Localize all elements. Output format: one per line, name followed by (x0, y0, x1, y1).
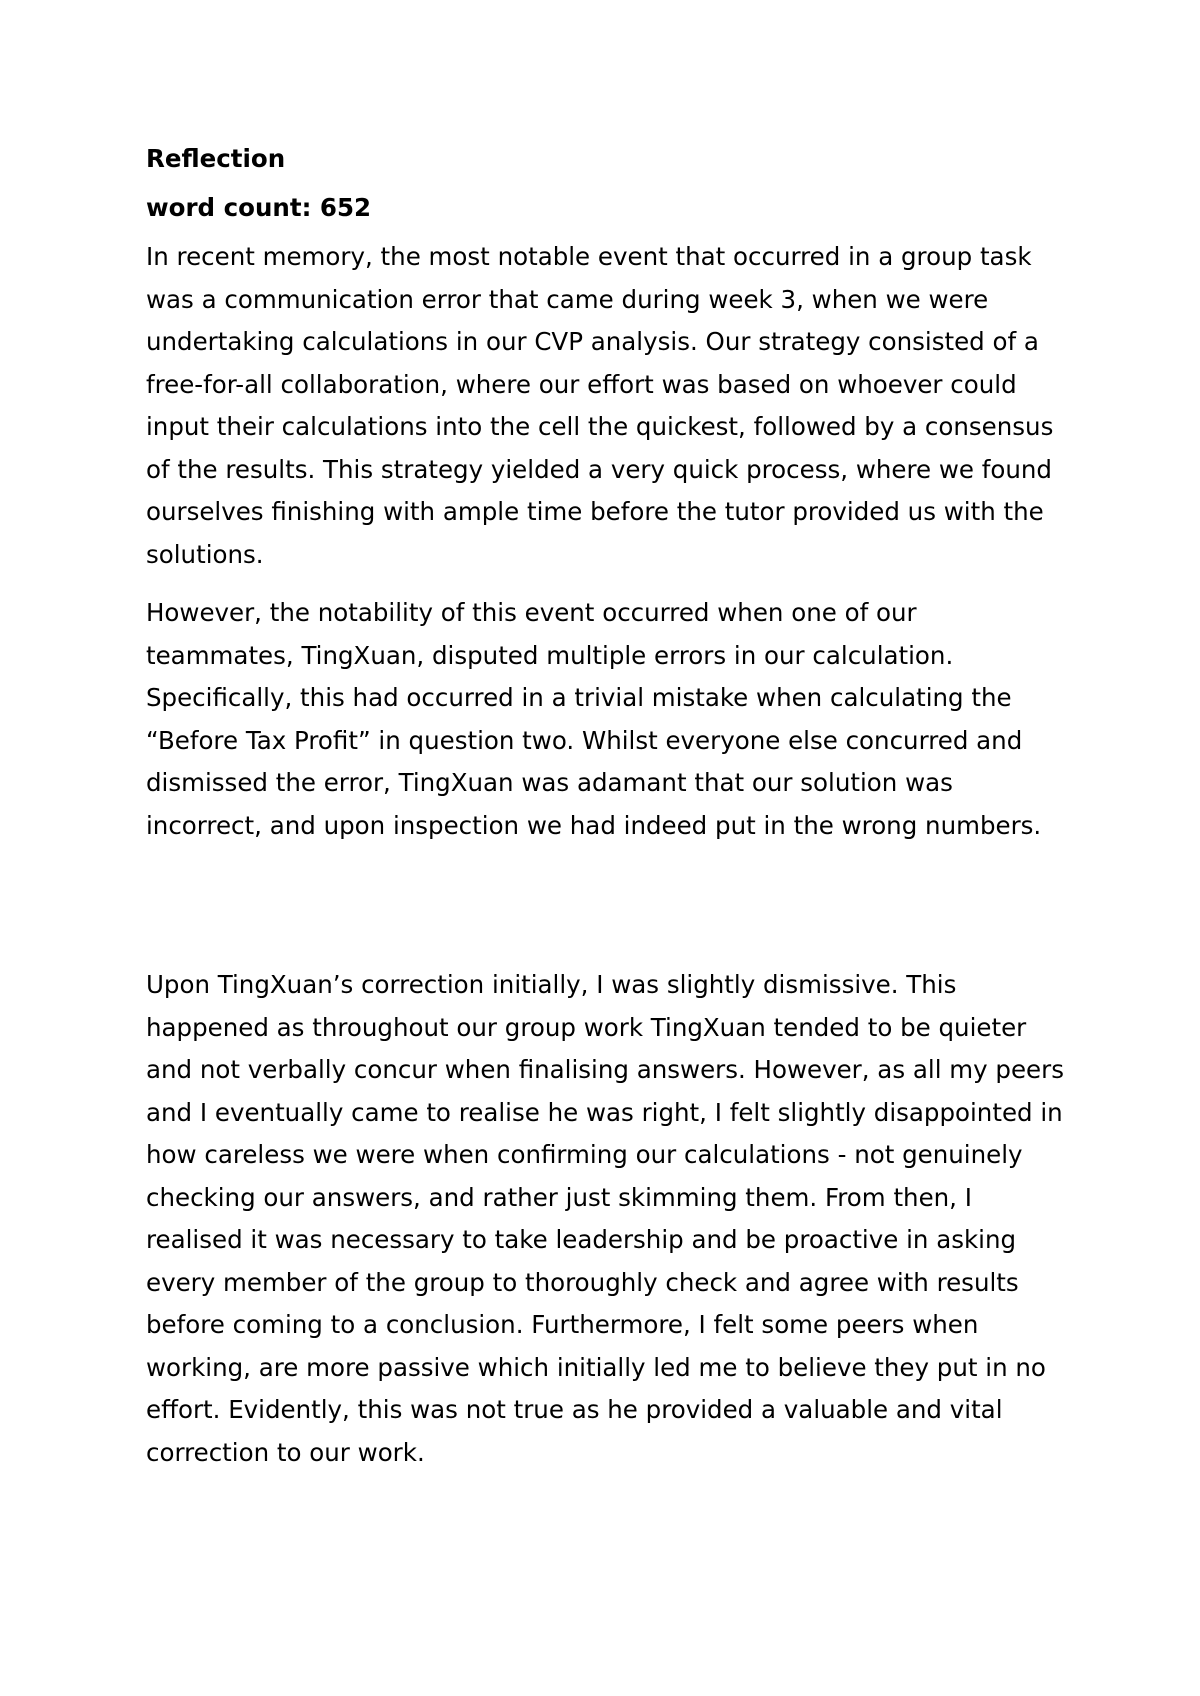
word-count-label: word count: 652 (146, 193, 372, 222)
paragraph-1: In recent memory, the most notable event that occurred in a group task was a communication error that came during week 3, when we were undertaking calculations in our CVP analysis. Our strategy consisted of a free-for-all collaboration, where our effort was based on whoever could input their calculations into the cell the quickest, followed by a consensus of the results. This strategy yielded a very quick process, where we found ourselves finishing with ample time before the tutor provided us with the solutions. (146, 242, 1054, 569)
paragraph-2: However, the notability of this event occurred when one of our teammates, TingXuan, disputed multiple errors in our calculation. Specifically, this had occurred in a trivial mistake when calculating the “Before Tax Profit” in question two. Whilst everyone else concurred and dismissed the error, TingXuan was adamant that our solution was incorrect, and upon inspection we had indeed put in the wrong numbers. (146, 598, 1042, 840)
document-title: Reflection (146, 144, 286, 173)
paragraph-3: Upon TingXuan’s correction initially, I was slightly dismissive. This happened as throughout our group work TingXuan tended to be quieter and not verbally concur when finalising answers. However, as all my peers and I eventually came to realise he was right, I felt slightly disappointed in how careless we were when confirming our calculations - not genuinely checking our answers, and rather just skimming them. From then, I realised it was necessary to take leadership and be proactive in asking every member of the group to thoroughly check and agree with results before coming to a conclusion. Furthermore, I felt some peers when working, are more passive which initially led me to believe they put in no effort. Evidently, this was not true as he provided a valuable and vital correction to our work. (146, 970, 1064, 1467)
